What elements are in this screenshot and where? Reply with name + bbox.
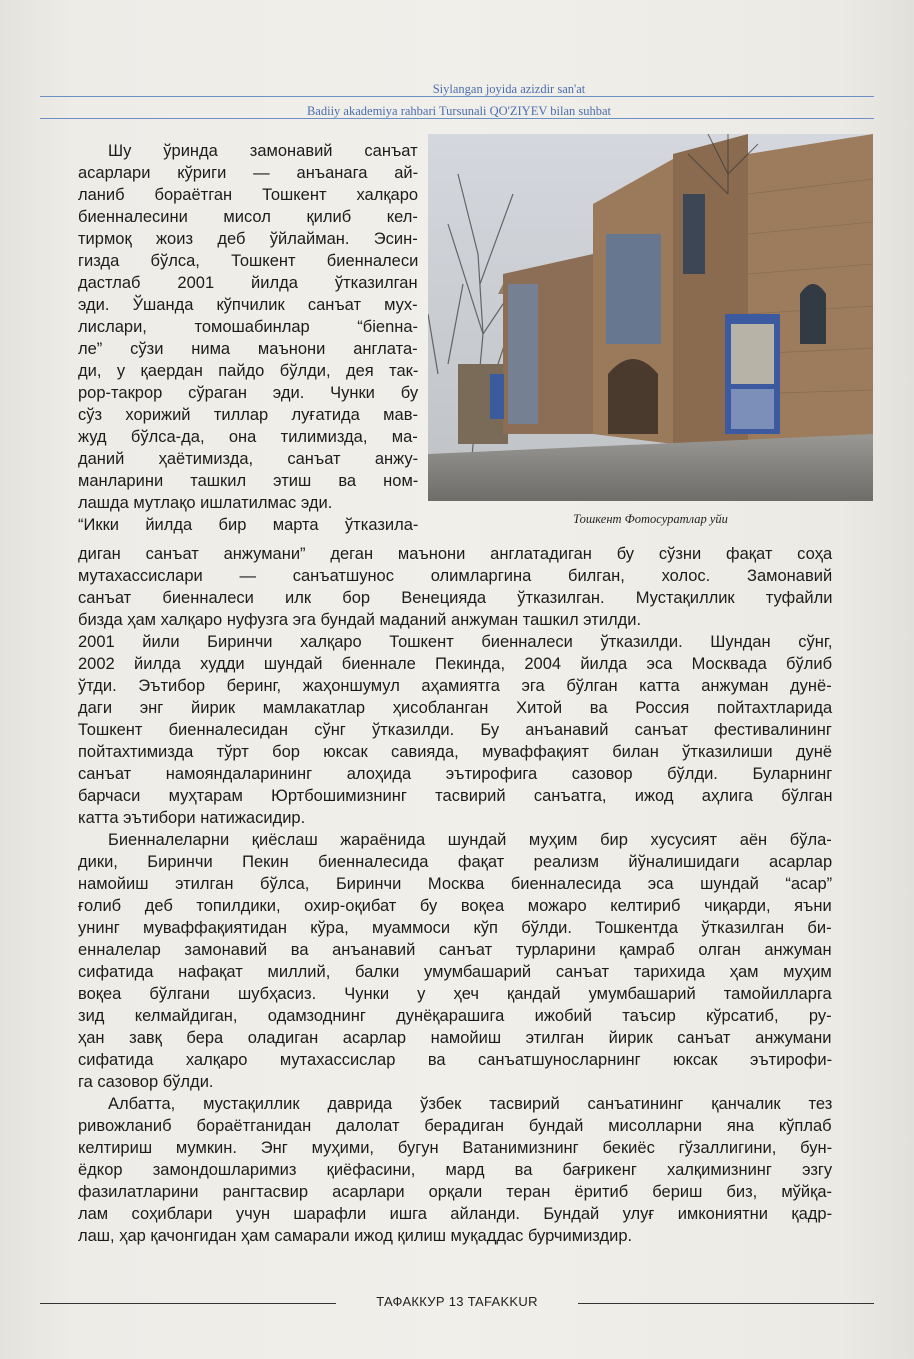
body-line: ҳан завқ бера оладиган асарлар намойиш этилган йирик санъат анжумани bbox=[78, 1029, 832, 1047]
body-line: жуд бўлса-да, она тилимизда, ма- bbox=[78, 428, 418, 446]
body-line: келтириш мумкин. Энг муҳими, бугун Ватанимизнинг бекиёс гўзаллигини, бун- bbox=[78, 1139, 833, 1157]
body-line: манларини ташкил этиш ва ном- bbox=[78, 472, 419, 490]
footer-rule-left bbox=[40, 1303, 336, 1304]
body-line: ди, у қаердан пайдо бўлди, дея так- bbox=[78, 362, 419, 380]
body-line: лаш, ҳар қачонгидан ҳам самарали ижод қилиш муқаддас бурчимиздир. bbox=[78, 1227, 633, 1245]
body-line: лам соҳиблари учун шарафли ишга айланди. Бундай улуғ имкониятни қадр- bbox=[78, 1205, 833, 1223]
body-line: воқеа бўлгани шубҳасиз. Чунки у ҳеч қандай умумбашарий тамойилларга bbox=[78, 985, 832, 1003]
body-line: мутахассислари — санъатшунос олимларгина билган, холос. Замонавий bbox=[78, 567, 833, 585]
body-line: ривожланиб бораётганидан далолат берадиган бундай мисолларни яна кўплаб bbox=[78, 1117, 832, 1135]
footer-page-number: ТАФАККУР 13 TAFAKKUR bbox=[376, 1294, 538, 1309]
photo-tashkent-house-of-photography bbox=[428, 134, 873, 501]
body-line: даги энг йирик мамлакатлар ҳисобланган Хитой ва Россия пойтахтларида bbox=[78, 699, 833, 717]
body-line: дики, Биринчи Пекин биенналесида фақат реализм йўналишидаги асарлар bbox=[78, 853, 833, 871]
body-line: енналелар замонавий ва анъанавий санъат турларини қамраб олган анжуман bbox=[78, 941, 832, 959]
body-line: зид келмайдиган, одамзоднинг дунёқарашига ижобий таъсир кўрсатиб, ру- bbox=[78, 1007, 832, 1025]
body-line: унинг муваффақиятидан кўра, муаммоси кўп бўлди. Тошкентда ўтказилган би- bbox=[78, 919, 832, 937]
body-line: асарлари кўриги — анъанага ай- bbox=[78, 164, 419, 182]
body-line: тирмоқ жоиз деб ўйлайман. Эсин- bbox=[78, 230, 418, 248]
photo-caption: Тошкент Фотосуратлар уйи bbox=[573, 512, 728, 526]
body-line: ёдкор замондошларимиз қиёфасини, мард ва бағрикенг халқимизнинг эзгу bbox=[78, 1161, 833, 1179]
body-line: Биенналеларни қиёслаш жараёнида шундай муҳим бир хусусият аён бўла- bbox=[108, 831, 832, 849]
body-line: ле” сўзи нима маънони англата- bbox=[78, 340, 418, 358]
body-line: сифатида нафақат миллий, балки умумбашарий санъат тарихида ҳам муҳим bbox=[78, 963, 832, 981]
body-line: Албатта, мустақиллик даврида ўзбек тасвирий санъатининг қанчалик тез bbox=[108, 1095, 833, 1113]
footer-rule-right bbox=[578, 1303, 874, 1304]
body-line: эди. Ўшанда кўпчилик санъат мух- bbox=[78, 296, 418, 314]
building-photo-image bbox=[428, 134, 873, 501]
body-line: сифатида халқаро мутахассислар ва санъатшуносларнинг юксак эътирофи- bbox=[78, 1051, 833, 1069]
body-line: 2002 йилда худди шундай биеннале Пекинда, 2004 йилда эса Москвада бўлиб bbox=[78, 655, 833, 673]
body-line: ғолиб деб топилдики, охир-оқибат бу воқеа можаро келтириб чиқарди, яъни bbox=[78, 897, 832, 915]
body-line: намойиш этилган бўлса, Биринчи Москва биенналесида эса шундай “асар” bbox=[78, 875, 833, 893]
body-line: санъат биенналеси илк бор Венецияда ўтказилган. Мустақиллик туфайли bbox=[78, 589, 833, 607]
header-subtitle: Badiiy akademiya rahbari Tursunali QO'ZIYEV bilan suhbat bbox=[306, 104, 612, 118]
body-line: лислари, томошабинлар “бienна- bbox=[78, 318, 419, 336]
header-title: Siylangan joyida azizdir san'at bbox=[432, 82, 586, 96]
body-line: барчаси муҳтарам Юртбошимизнинг тасвирий санъатга, ижод аҳлига бўлган bbox=[78, 787, 833, 805]
body-line: санъат намояндаларининг алоҳида эътирофига сазовор бўлди. Буларнинг bbox=[78, 765, 833, 783]
body-line: катта эътибори натижасидир. bbox=[78, 809, 306, 827]
body-line: га сазовор бўлди. bbox=[78, 1073, 214, 1091]
page-footer bbox=[0, 1290, 914, 1320]
header-rule-bottom bbox=[40, 118, 874, 119]
body-line: Шу ўринда замонавий санъат bbox=[108, 142, 418, 160]
body-line: рор-такрор сўраган эди. Чунки бу bbox=[78, 384, 419, 402]
body-line: биенналесини мисол қилиб кел- bbox=[78, 208, 418, 226]
body-line: пойтахтимизда тўрт бор юксак савияда, муваффақият билан ўтказилиши дунё bbox=[78, 743, 833, 761]
body-line: ланиб бораётган Тошкент халқаро bbox=[78, 186, 419, 204]
body-line: диган санъат анжумани” деган маънони англатадиган бу сўзни фақат соҳа bbox=[78, 545, 833, 563]
body-line: даний ҳаётимизда, санъат анжу- bbox=[78, 450, 419, 468]
body-line: ўтди. Эътибор беринг, жаҳоншумул аҳамиятга эга бўлган катта анжуман дунё- bbox=[78, 677, 832, 695]
body-line: гизда бўлса, Тошкент биенналеси bbox=[78, 252, 419, 270]
body-line: “Икки йилда бир марта ўтказила- bbox=[78, 516, 419, 534]
body-line: Тошкент биенналесидан сўнг ўтказилди. Бу анъанавий санъат фестивалининг bbox=[78, 721, 832, 739]
body-line: дастлаб 2001 йилда ўтказилган bbox=[78, 274, 418, 292]
body-line: бизда ҳам халқаро нуфузга эга бундай маданий анжуман ташкил этилди. bbox=[78, 611, 642, 629]
body-line: фазилатларини рангтасвир асарлари орқали теран ёритиб бериш биз, мўйқа- bbox=[78, 1183, 833, 1201]
body-line: лашда мутлақо ишлатилмас эди. bbox=[78, 494, 333, 512]
body-line: сўз хорижий тиллар луғатида мав- bbox=[78, 406, 418, 424]
body-line: 2001 йили Биринчи халқаро Тошкент биенналеси ўтказилди. Шундан сўнг, bbox=[78, 633, 833, 651]
